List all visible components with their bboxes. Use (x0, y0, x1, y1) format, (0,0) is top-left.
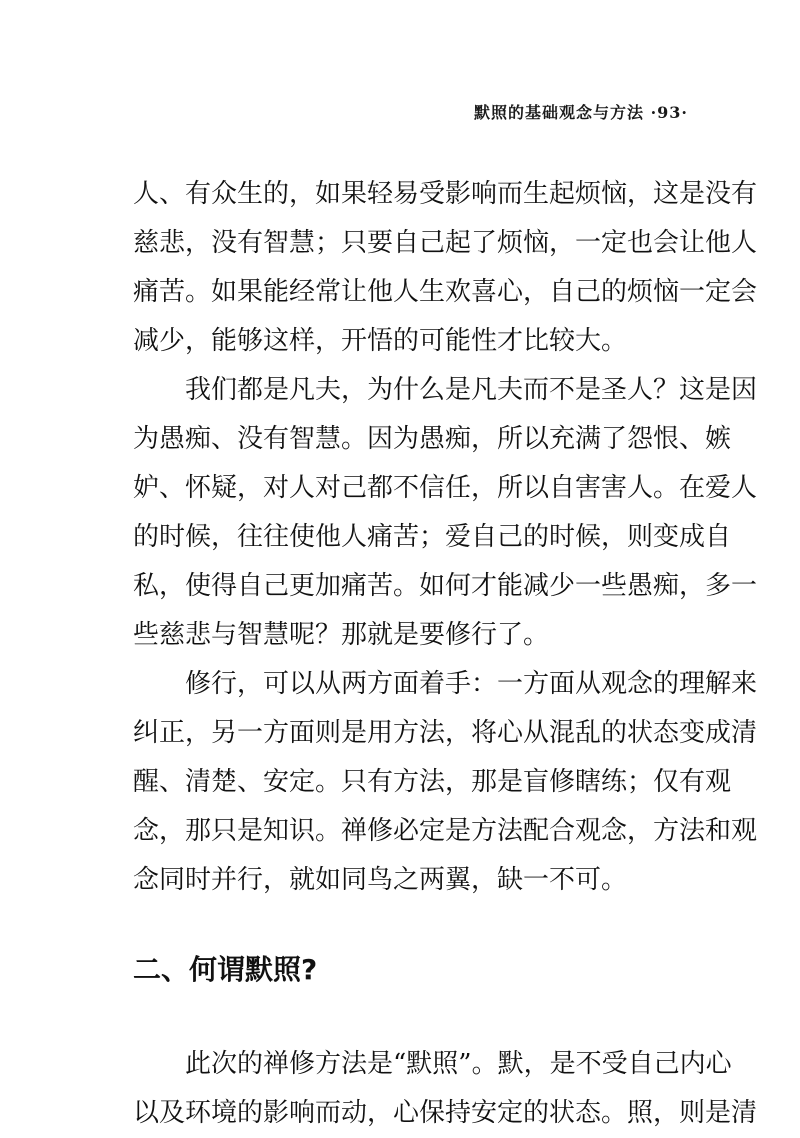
text-line: 些慈悲与智慧呢？那就是要修行了。 (133, 620, 550, 650)
text-line: 此次的禅修方法是“默照”。默，是不受自己内心 (185, 1049, 732, 1079)
text-line: 为愚痴、没有智慧。因为愚痴，所以充满了怨恨、嫉 (133, 424, 732, 454)
text-line: 痛苦。如果能经常让他人生欢喜心，自己的烦恼一定会 (133, 277, 758, 307)
paragraph (133, 366, 758, 660)
paragraph (133, 1040, 758, 1138)
text-line: 醒、清楚、安定。只有方法，那是盲修瞎练；仅有观 (133, 767, 732, 797)
text-line: 的时候，往往使他人痛苦；爱自己的时候，则变成自 (133, 522, 732, 552)
text-line: 纠正，另一方面则是用方法，将心从混乱的状态变成清 (133, 718, 758, 748)
text-line: 以及环境的影响而动，心保持安定的状态。照，则是清 (133, 1098, 758, 1128)
text-line: 修行，可以从两方面着手：一方面从观念的理解来 (185, 669, 758, 699)
text-line: 人、有众生的，如果轻易受影响而生起烦恼，这是没有 (133, 179, 758, 209)
paragraph (133, 660, 758, 905)
running-header (474, 100, 688, 123)
text-line: 念同时并行，就如同鸟之两翼，缺一不可。 (133, 865, 628, 895)
text-line: 妒、怀疑，对人对己都不信任，所以自害害人。在爱人 (133, 473, 758, 503)
paragraph (133, 170, 758, 366)
text-line: 减少，能够这样，开悟的可能性才比较大。 (133, 326, 628, 356)
body-text (133, 170, 758, 1138)
text-line: 私，使得自己更加痛苦。如何才能减少一些愚痴，多一 (133, 571, 758, 601)
text-line: 念，那只是知识。禅修必定是方法配合观念，方法和观 (133, 816, 758, 846)
text-line: 慈悲，没有智慧；只要自己起了烦恼，一定也会让他人 (133, 228, 758, 258)
running-title: 默照的基础观念与方法 (474, 103, 645, 122)
section-heading: 二、何谓默照? (133, 953, 318, 986)
text-line: 我们都是凡夫，为什么是凡夫而不是圣人？这是因 (185, 375, 758, 405)
page-number: ·93· (650, 103, 688, 122)
